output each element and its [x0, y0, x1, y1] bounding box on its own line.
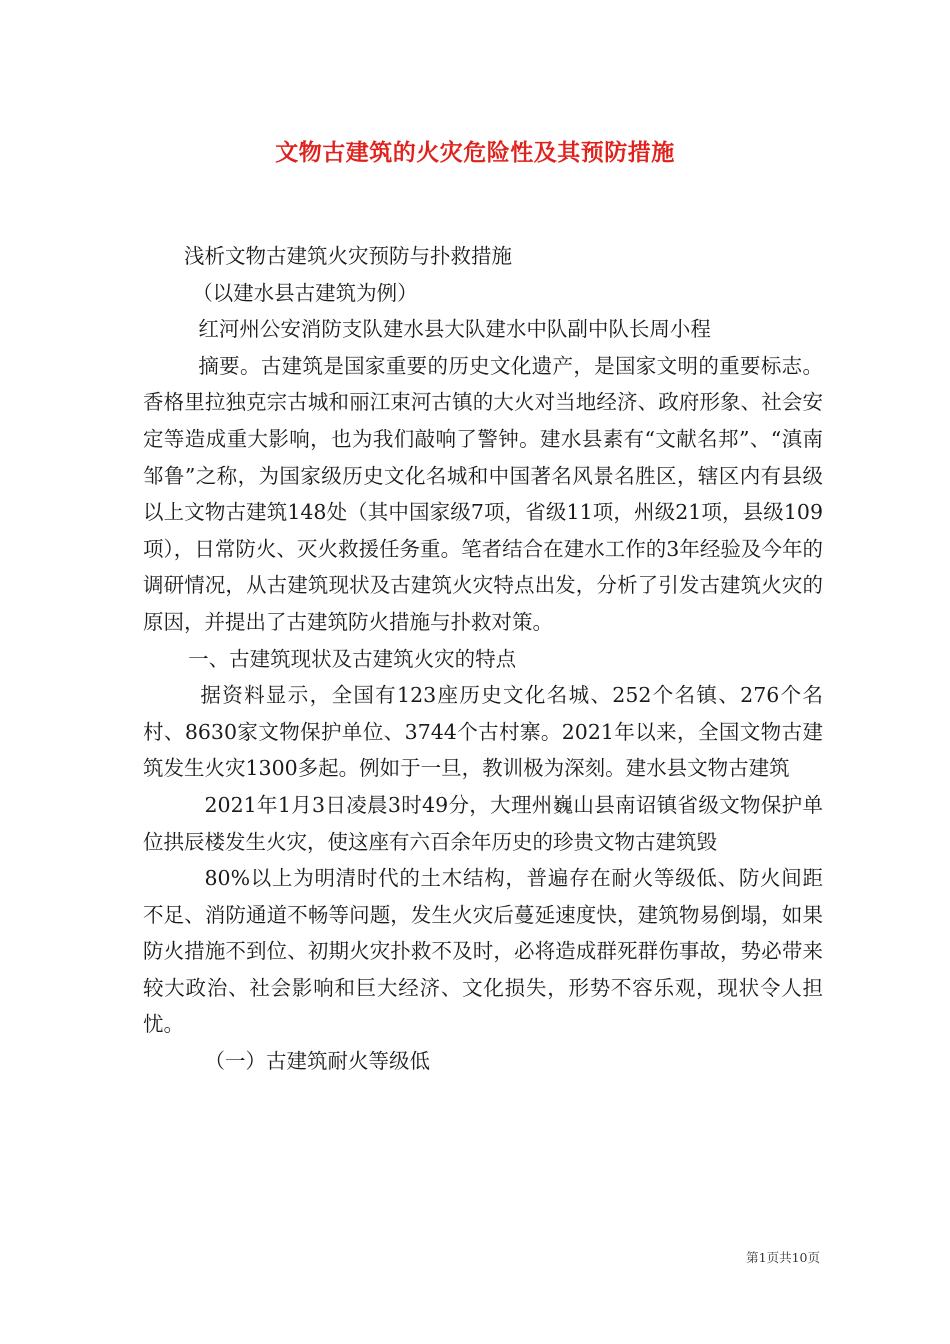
paragraph: 80%以上为明清时代的土木结构，普遍存在耐火等级低、防火间距不足、消防通道不畅等问题，发生火灾后蔓延速度快，建筑物易倒塌，如果防火措施不到位、初期火灾扑救不及时，必将造成群死群伤事故，势必带来较大政治、社会影响和巨大经济、文化损失，形势不容乐观，现状令人担忧。	[143, 866, 823, 1037]
section-heading: 一、古建筑现状及古建筑火灾的特点	[188, 646, 517, 671]
paragraph: 浅析文物古建筑火灾预防与扑救措施	[184, 244, 512, 268]
document-body	[143, 238, 823, 1080]
paragraph: （以建水县古建筑为例）	[192, 280, 418, 305]
page-number-footer: 第1页共10页	[746, 1250, 820, 1265]
paragraph: 摘要。古建筑是国家重要的历史文化遗产，是国家文明的重要标志。香格里拉独克宗古城和丽江束河古镇的大火对当地经济、政府形象、社会安定等造成重大影响，也为我们敲响了警钟。建水县素有“文献名邦”、“滇南邹鲁”之称，为国家级历史文化名城和中国著名风景名胜区，辖区内有县级以上文物古建筑148处（其中国家级7项，省级11项，州级21项，县级109项），日常防火、灭火救援任务重。笔者结合在建水工作的3年经验及今年的调研情况，从古建筑现状及古建筑火灾特点出发，分析了引发古建筑火灾的原因，并提出了古建筑防火措施与扑救对策。	[143, 353, 823, 634]
paragraph: 2021年1月3日凌晨3时49分，大理州巍山县南诏镇省级文物保护单位拱辰楼发生火灾，使这座有六百余年历史的珍贵文物古建筑毁	[143, 792, 823, 854]
paragraph: 据资料显示，全国有123座历史文化名城、252个名镇、276个名村、8630家文物保护单位、3744个古村寨。2021年以来，全国文物古建筑发生火灾1300多起。例如于一旦，教训极为深刻。建水县文物古建筑	[143, 683, 823, 781]
subsection-heading: （一）古建筑耐火等级低	[204, 1049, 430, 1074]
document-title: 文物古建筑的火灾危险性及其预防措施	[275, 139, 675, 166]
paragraph: 红河州公安消防支队建水县大队建水中队副中队长周小程	[198, 317, 711, 342]
